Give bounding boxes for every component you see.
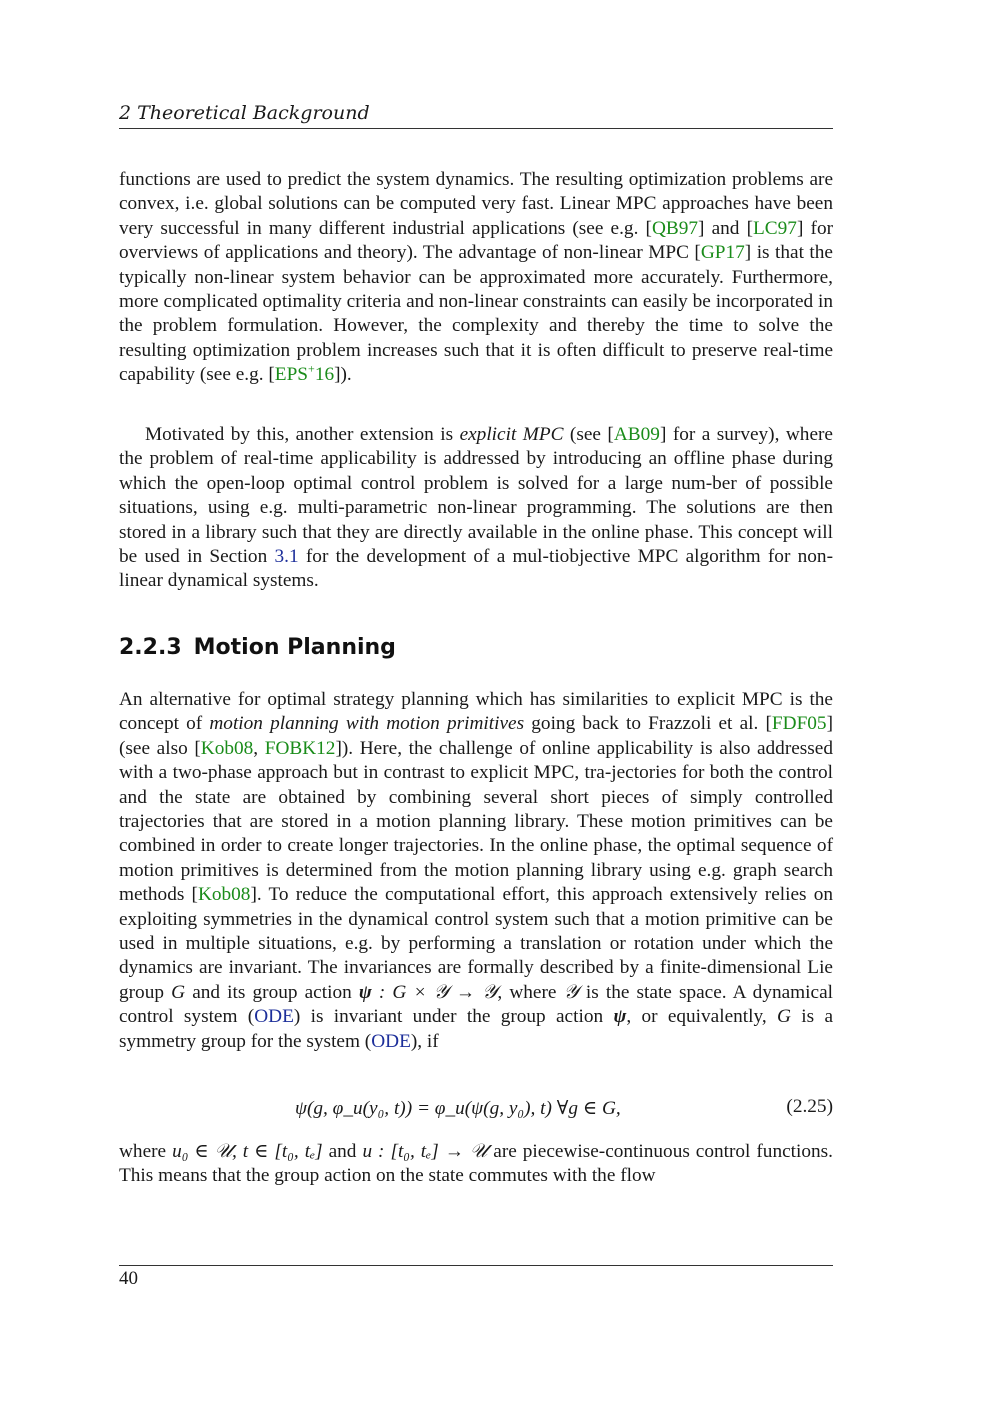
citation-link[interactable]: QB97: [651, 217, 699, 239]
equation-crossref-link[interactable]: ODE: [254, 1006, 294, 1028]
citation-link[interactable]: GP17: [700, 242, 745, 264]
paragraph-4: [119, 1140, 833, 1189]
math-expression: : G × 𝒴 → 𝒴: [371, 981, 498, 1003]
text-run: Motivated by this, another extension is: [145, 424, 460, 445]
text-run: are piecewise-continuous control functions. This means that the group action on the state commutes with the flow: [119, 1141, 833, 1187]
citation-part: EPS: [274, 364, 309, 386]
equation-number: (2.25): [786, 1096, 833, 1117]
citation-superscript: +: [308, 361, 315, 376]
text-run: ] for overviews of applications and theory). The advantage of non-linear MPC [: [119, 217, 834, 264]
math-symbol: ψ: [613, 1006, 627, 1028]
text-run: and: [322, 1141, 363, 1162]
math-symbol: G: [171, 981, 186, 1003]
footer-rule: [119, 1265, 833, 1266]
text-run: and its group action: [185, 981, 359, 1003]
text-run: ] is that the typically non-linear system behavior can be approximated more accurately. Furthermore, more complicated optimality criteria and non-linear constraints can easily be incorporated in the problem formulation. However, the complexity and thereby the time to solve the resulting optimization problem increases such that it is often difficult to preserve real-time capability (see e.g. [: [119, 242, 833, 386]
equation-crossref-link[interactable]: ODE: [371, 1030, 411, 1052]
text-run: , where: [497, 981, 564, 1003]
citation-link[interactable]: FOBK12: [264, 737, 336, 759]
text-run: (see [: [563, 424, 614, 445]
paragraph-1: [119, 168, 833, 388]
math-expression: u : [t₀, tₑ] → 𝒰: [362, 1141, 488, 1162]
citation-link[interactable]: LC97: [753, 217, 797, 239]
text-run: ] for a survey), where the problem of real-time applicability is addressed by introducing an offline phase during which the open-loop optimal control problem is solved for a large num-ber of possible situations, using e.g. multi-parametric non-linear programming. The solutions are then stored in a library such that they are directly available in the online phase. This concept will be used in Section: [119, 424, 833, 568]
math-symbol: 𝒴: [563, 981, 579, 1003]
text-run: , or equivalently,: [626, 1006, 778, 1028]
section-heading: [119, 633, 833, 663]
section-crossref-link[interactable]: 3.1: [274, 546, 299, 568]
citation-link[interactable]: Kob08: [200, 737, 254, 759]
citation-link[interactable]: Kob08: [197, 884, 251, 906]
math-symbol: ψ: [358, 981, 372, 1003]
text-run: ]). Here, the challenge of online applicability is also addressed with a two-phase approach but in contrast to explicit MPC, tra-jectories for both the control and the state are obtained by combining several short pieces of simply controlled trajectories that are stored in a motion planning library. These motion primitives can be combined in order to create longer trajectories. In the online phase, the optimal sequence of motion primitives is determined from the motion planning library using e.g. graph search methods [: [119, 737, 834, 906]
emphasis: explicit MPC: [459, 424, 564, 445]
citation-link[interactable]: AB09: [613, 424, 660, 445]
text-run: for the development of a mul-tiobjective MPC algorithm for non-linear dynamical systems.: [119, 546, 833, 592]
equation-2-25: [119, 1096, 833, 1124]
text-run: ,: [253, 737, 265, 759]
text-run: functions are used to predict the system dynamics. The resulting optimization problems are convex, i.e. global solutions can be computed very fast. Linear MPC approaches have been very successful in many different industrial applications (see e.g. [: [119, 169, 833, 239]
text-run: going back to Frazzoli et al. [: [524, 713, 772, 735]
emphasis: motion planning with motion primitives: [209, 713, 525, 735]
math-symbol: G: [777, 1006, 791, 1028]
citation-part: 16: [314, 364, 335, 386]
text-run: is the state space. A dynamical control system (: [119, 981, 833, 1028]
section-number: 2.2.3: [119, 635, 182, 660]
text-run: ) is invariant under the group action: [293, 1006, 614, 1028]
text-run: is a symmetry group for the system (: [119, 1006, 834, 1052]
text-run: An alternative for optimal strategy planning which has similarities to explicit MPC is the concept of: [119, 689, 833, 735]
text-run: ]).: [334, 364, 352, 386]
text-run: ]. To reduce the computational effort, this approach extensively relies on exploiting symmetries in the dynamical control system such that a motion primitive can be used in multiple situations, e.g. by performing a translation or rotation under which the dynamics are invariant. The invariances are formally described by a finite-dimensional Lie group: [119, 884, 833, 1003]
running-header: 2 Theoretical Background: [119, 102, 370, 124]
header-rule: [119, 128, 833, 129]
equation-body: ψ(g, φ_u(y₀, t)) = φ_u(ψ(g, y₀), t) ∀g ∈ G,: [295, 1098, 621, 1119]
text-run: where: [119, 1141, 173, 1162]
math-expression: u₀ ∈ 𝒰, t ∈ [t₀, tₑ]: [172, 1141, 323, 1162]
text-run: ), if: [410, 1030, 439, 1052]
text-run: ] (see also [: [119, 713, 833, 759]
citation-link[interactable]: [274, 361, 335, 386]
paragraph-2: [119, 423, 833, 594]
citation-link[interactable]: FDF05: [771, 713, 827, 735]
page-number: 40: [119, 1268, 138, 1289]
paragraph-3: [119, 688, 833, 1054]
text-run: ] and [: [698, 217, 754, 239]
section-title: Motion Planning: [193, 635, 396, 660]
